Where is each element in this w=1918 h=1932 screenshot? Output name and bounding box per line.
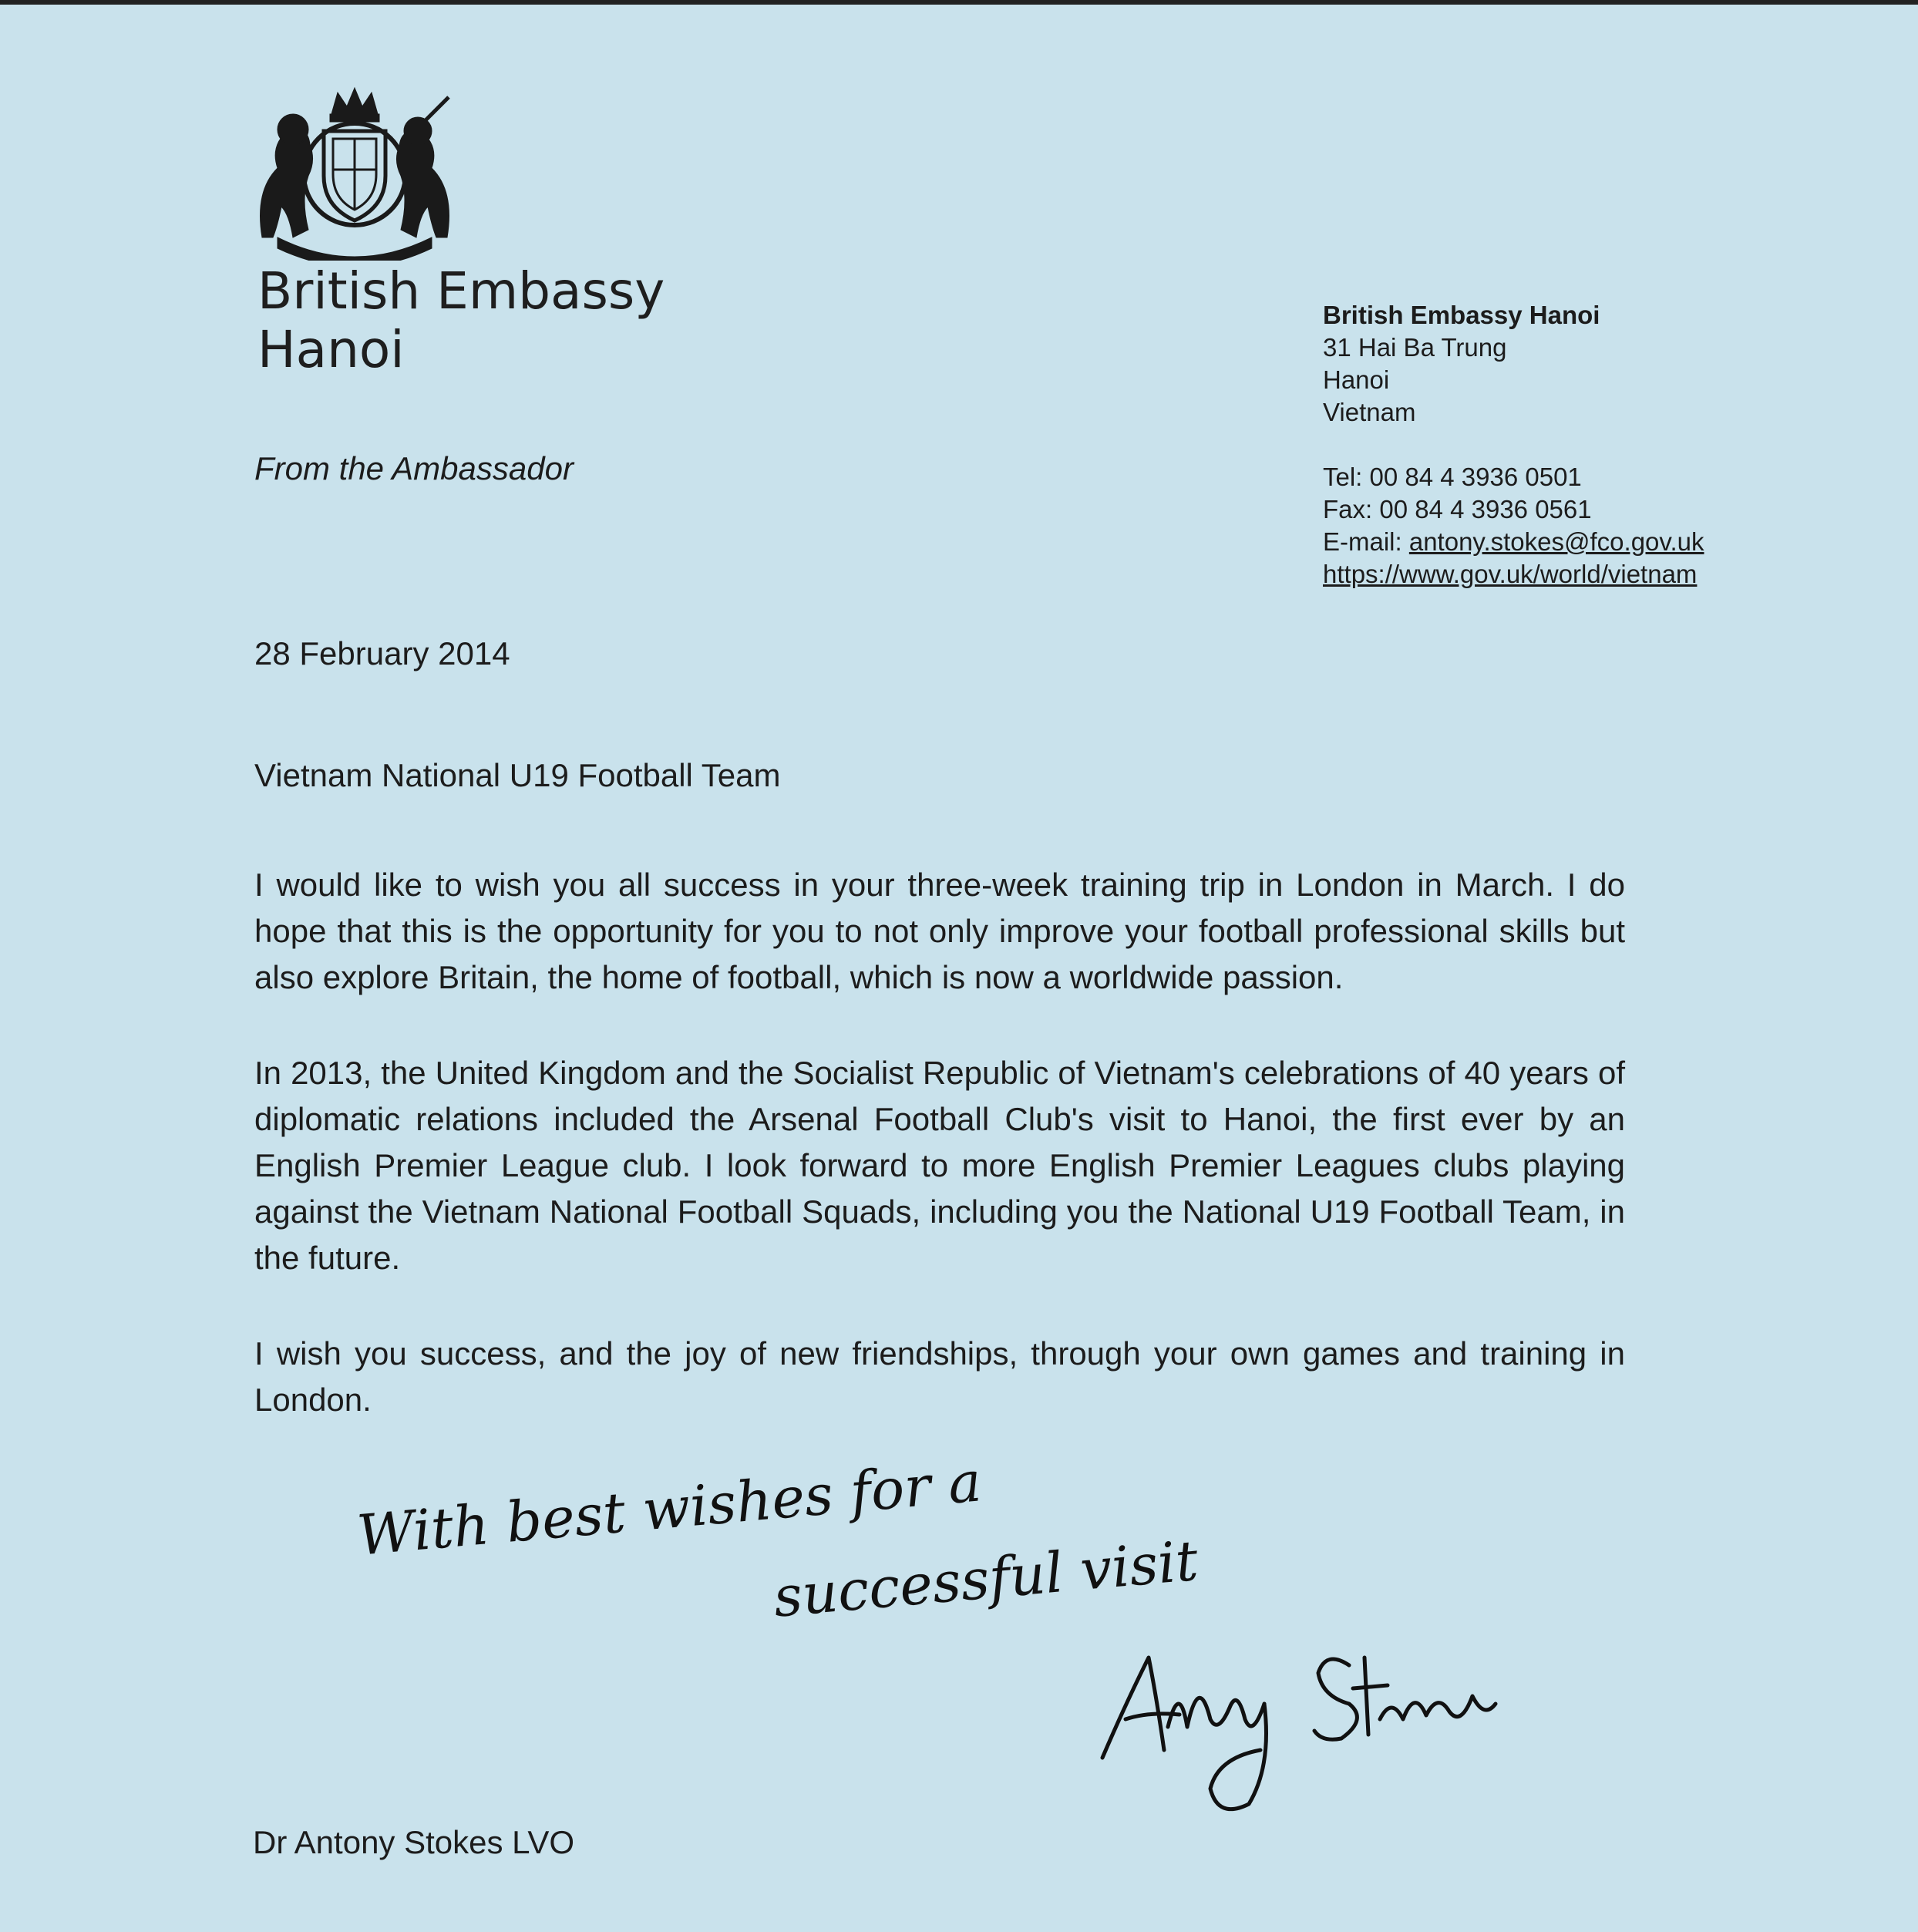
handwritten-note-line2: successful visit [771,1527,1201,1630]
org-name-line2: Hanoi [257,320,405,379]
royal-coat-of-arms-icon [247,83,463,261]
website-link[interactable]: https://www.gov.uk/world/vietnam [1323,560,1698,588]
address-line-2: Hanoi [1323,365,1390,394]
body-paragraph-2: In 2013, the United Kingdom and the Socialist Republic of Vietnam's celebrations of 40 years of diplomatic relations included the Arsenal Football Club's visit to Hanoi, the first ever by an English Premier League club. I look forward to more English Premier Leagues clubs playing against the Vietnam National Football Squads, including you the National U19 Football Team, in the future. [254,1055,1625,1276]
letter-body [254,862,1625,1473]
body-paragraph-3: I wish you success, and the joy of new friendships, through your own games and training in London. [254,1335,1625,1418]
handwritten-signature [1095,1634,1526,1819]
email-line [1323,526,1704,558]
email-label: E-mail: [1323,527,1409,556]
page-top-edge [0,0,1918,5]
handwritten-note-line1: With best wishes for a [355,1449,984,1568]
tel-line: Tel: 00 84 4 3936 0501 [1323,463,1582,491]
signer-name: Dr Antony Stokes LVO [253,1824,575,1860]
contact-block [1323,461,1704,591]
body-paragraph-1: I would like to wish you all success in your three-week training trip in London in March. I do hope that this is the opportunity for you to not only improve your football professional skills but also explore Britain, the home of football, which is now a worldwide passion. [254,867,1625,995]
letter-recipient: Vietnam National U19 Football Team [254,757,781,793]
embassy-address [1323,299,1600,429]
org-name-line1: British Embassy [257,261,665,321]
address-line-3: Vietnam [1323,398,1416,426]
address-line-1: 31 Hai Ba Trung [1323,333,1507,362]
email-link[interactable]: antony.stokes@fco.gov.uk [1408,527,1704,556]
from-line: From the Ambassador [254,450,574,486]
fax-line: Fax: 00 84 4 3936 0561 [1323,495,1592,523]
org-name [257,262,665,379]
letter-date: 28 February 2014 [254,635,510,671]
address-name: British Embassy Hanoi [1323,301,1600,329]
